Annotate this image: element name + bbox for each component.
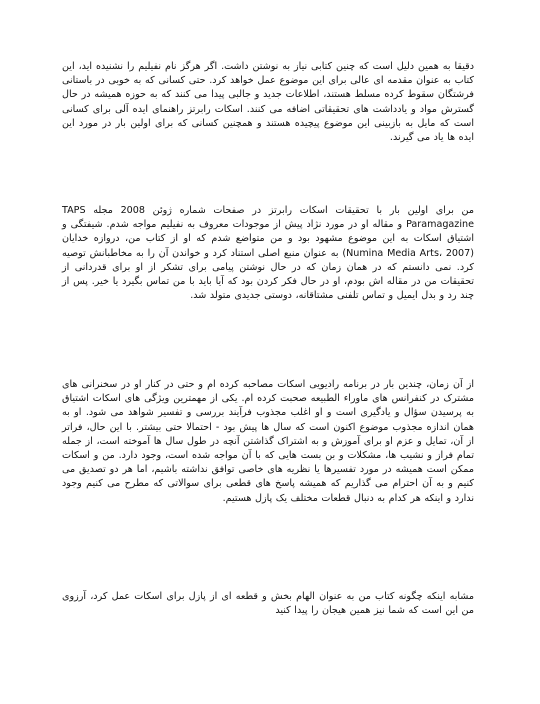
paragraph-closing: مشابه اینکه چگونه کتاب من به عنوان الهام بخش و قطعه ای از پازل برای اسکات عمل کرد، آرزوی من این است که شما نیز همین هیجان را پیدا کنید (62, 591, 474, 617)
paragraph-intro: دقیقا به همین دلیل است که چنین کتابی نیاز به نوشتن داشت. اگر هرگز نام نفیلیم را نشنیده اید، این کتاب به عنوان مقدمه ای عالی برای این موضوع عمل خواهد کرد. حتی کسانی که به خوبی در باستانی فرشتگان سقوط کرده مسلط هستند، اطلاعات جدید و جالبی پیدا می کنند که به حوزه همیشه در حال گسترش مواد و یادداشت های تحقیقاتی اضافه می کنند. اسکات رابرتز راهنمای ایده آلی برای کسانی است که مایل به بازبینی این موضوع پیچیده هستند و همچنین کسانی که برای اولین بار در مورد این ایده ها یاد می گیرند. (62, 61, 474, 144)
paragraph-collaboration: از آن زمان، چندین بار در برنامه رادیویی اسکات مصاحبه کرده ام و حتی در کنار او در سخنرانی های مشترک در کنفرانس های ماوراء الطبیعه صحبت کرده ام. یکی از مهمترین ویژگی های اسکات اشتیاق به پرسیدن سؤال و یادگیری است و او اغلب مجذوب فرآیند بررسی و تفسیر شواهد می شود. او به همان اندازه مجذوب موضوع اکنون است که سال ها پیش بود - احتمالا حتی بیشتر. با این حال، فراتر از آن، تمایل و عزم او برای آموزش و به اشتراک گذاشتن آنچه در طول سال ها آموخته است، از جمله تمام فراز و نشیب ها، مشکلات و بن بست هایی که با آن مواجه شده است، وجود دارد. من و اسکات ممکن است همیشه در مورد تفسیرها یا نظریه های خاصی توافق نداشته باشیم، اما هر دو تصدیق می کنیم و به آن احترام می گذاریم که همیشه پاسخ های قطعی برای سوالاتی که مطرح می کنیم وجود ندارد و اینکه هر کدام به دنبال قطعات مختلف یک پازل هستیم. (62, 379, 474, 504)
paragraph-first-encounter: من برای اولین بار با تحقیقات اسکات رابرتز در صفحات شماره ژوئن 2008 مجله TAPS Paramagazine و مقاله او در مورد نژاد پیش از موجودات معروف به نفیلیم مواجه شدم. شیفتگی و اشتیاق اسکات به این موضوع مشهود بود و من متواضع شدم که او از کتاب من، دروازه خدایان (Numina Media Arts، 2007) به عنوان منبع اصلی استناد کرد و خواندن آن را به مخاطبانش توصیه کرد. نمی دانستم که در همان زمان که در حال نوشتن پیامی برای تشکر از او برای قدردانی از تحقیقات من در مقاله اش بودم، او در حال فکر کردن بود که آیا باید با من تماس بگیرد یا خیر. پس از چند رد و بدل ایمیل و تماس تلفنی مشتاقانه، دوستی جدیدی متولد شد. (62, 205, 474, 302)
